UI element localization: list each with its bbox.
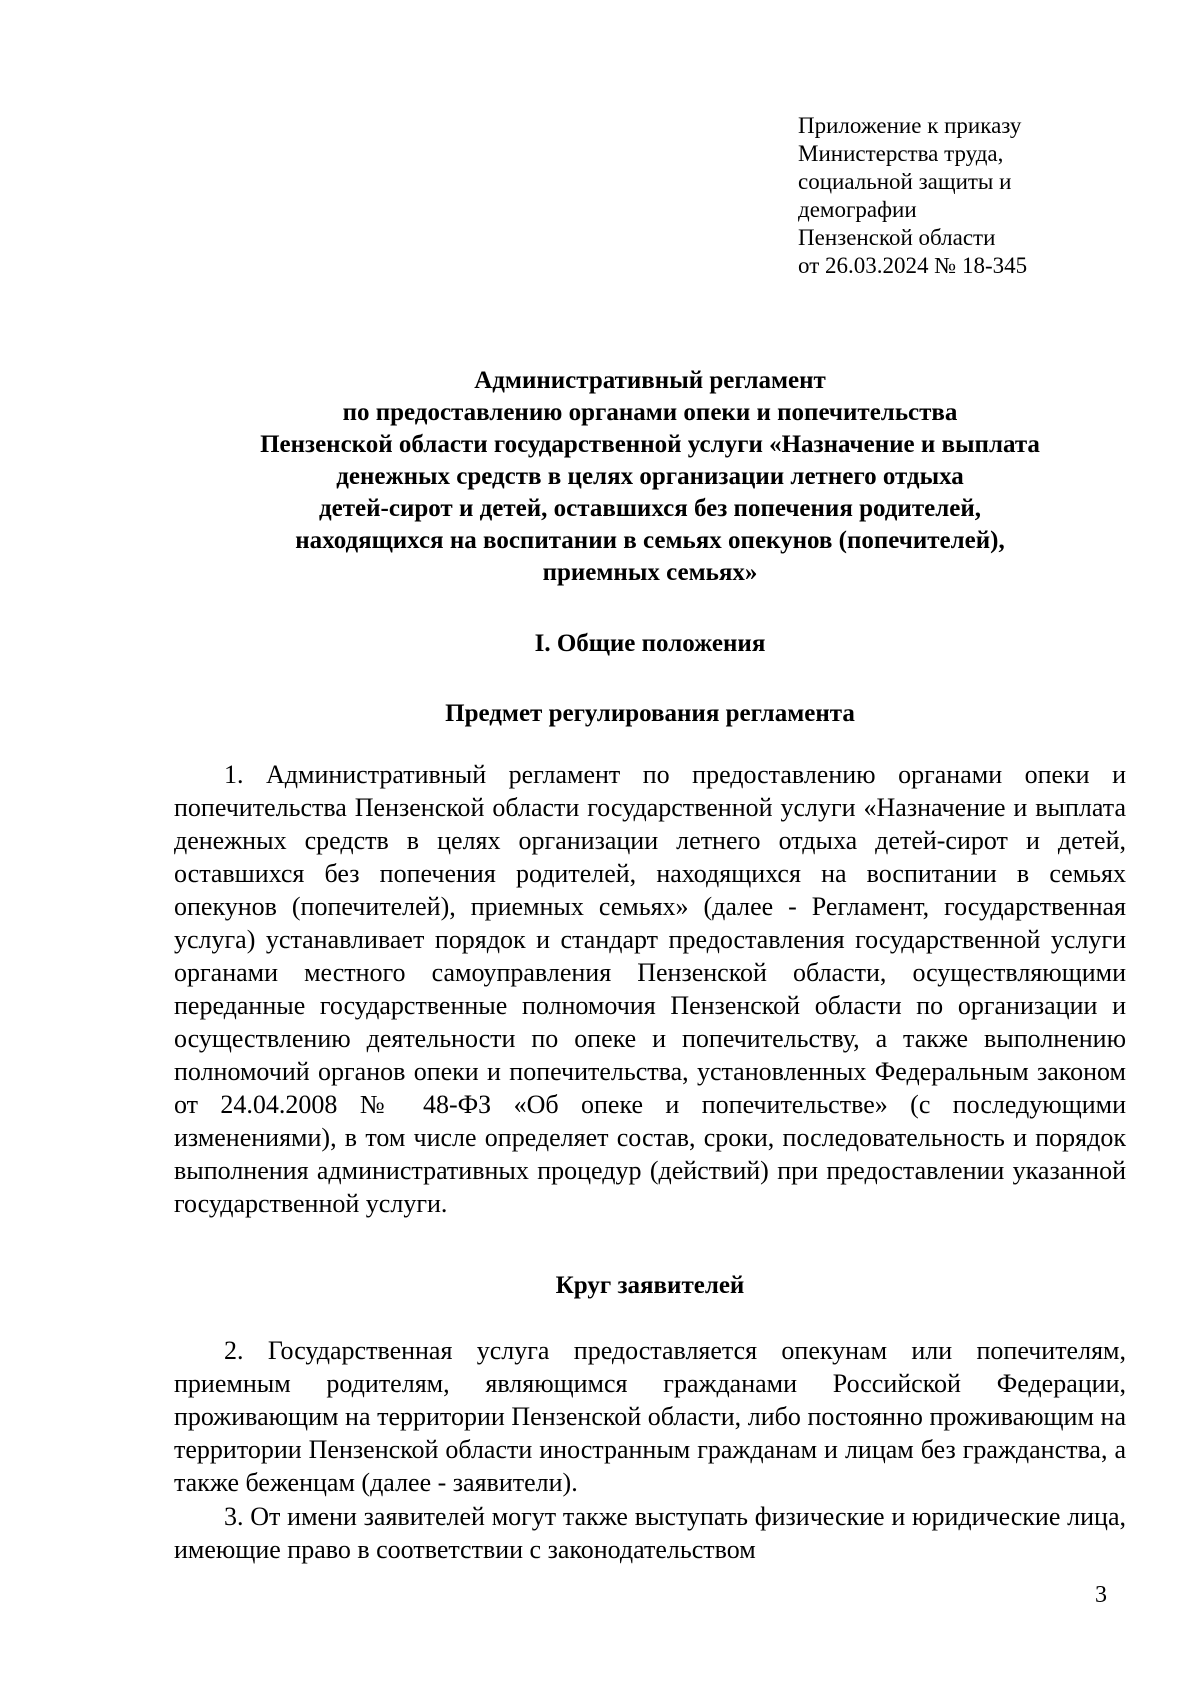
title-line: находящихся на воспитании в семьях опекунов (попечителей), — [295, 527, 1005, 554]
appendix-line: от 26.03.2024 № 18-345 — [798, 253, 1028, 278]
paragraph-1: 1. Административный регламент по предоставлению органами опеки и попечительства Пензенской области государственной услуги «Назначение и выплата денежных средств в целях организации летнего отдыха детей-сирот и детей, оставшихся без попечения родителей, находящихся на воспитании в семьях опекунов (попечителей), приемных семьях» (далее - Регламент, государственная услуга) устанавливает порядок и стандарт предоставления государственной услуги органами местного самоуправления Пензенской области, осуществляющими переданные государственные полномочия Пензенской области по организации и осуществлению деятельности по опеке и попечительству, а также выполнению полномочий органов опеки и попечительства, установленных Федеральным законом от 24.04.2008 № 48-ФЗ «Об опеке и попечительстве» (с последующими изменениями), в том числе определяет состав, сроки, последовательность и порядок выполнения административных процедур (действий) при предоставлении указанной государственной услуги. — [174, 760, 1126, 1218]
section-heading-applicants: Круг заявителей — [555, 1272, 745, 1299]
appendix-note — [798, 112, 1158, 280]
section-heading-general: I. Общие положения — [534, 630, 766, 657]
title-line: детей-сирот и детей, оставшихся без попечения родителей, — [319, 495, 981, 522]
title-line: приемных семьях» — [542, 559, 758, 586]
appendix-line: Пензенской области — [798, 225, 996, 250]
title-line: Административный регламент — [474, 367, 826, 394]
document-title — [150, 365, 1150, 589]
section-heading-subject: Предмет регулирования регламента — [445, 700, 855, 727]
title-line: по предоставлению органами опеки и попечительства — [342, 399, 958, 426]
page-number: 3 — [1095, 1582, 1107, 1608]
appendix-line: демографии — [798, 197, 917, 222]
title-line: Пензенской области государственной услуги «Назначение и выплата — [260, 431, 1040, 458]
appendix-line: социальной защиты и — [798, 169, 1012, 194]
title-line: денежных средств в целях организации летнего отдыха — [336, 463, 964, 490]
appendix-line: Министерства труда, — [798, 141, 1004, 166]
paragraph-2: 2. Государственная услуга предоставляется опекунам или попечителям, приемным родителям, являющимся гражданами Российской Федерации, проживающим на территории Пензенской области, либо постоянно проживающим на территории Пензенской области иностранным гражданам и лицам без гражданства, а также беженцам (далее - заявители). — [174, 1336, 1126, 1497]
appendix-line: Приложение к приказу — [798, 113, 1022, 138]
paragraph-3: 3. От имени заявителей могут также выступать физические и юридические лица, имеющие право в соответствии с законодательством — [174, 1502, 1126, 1564]
